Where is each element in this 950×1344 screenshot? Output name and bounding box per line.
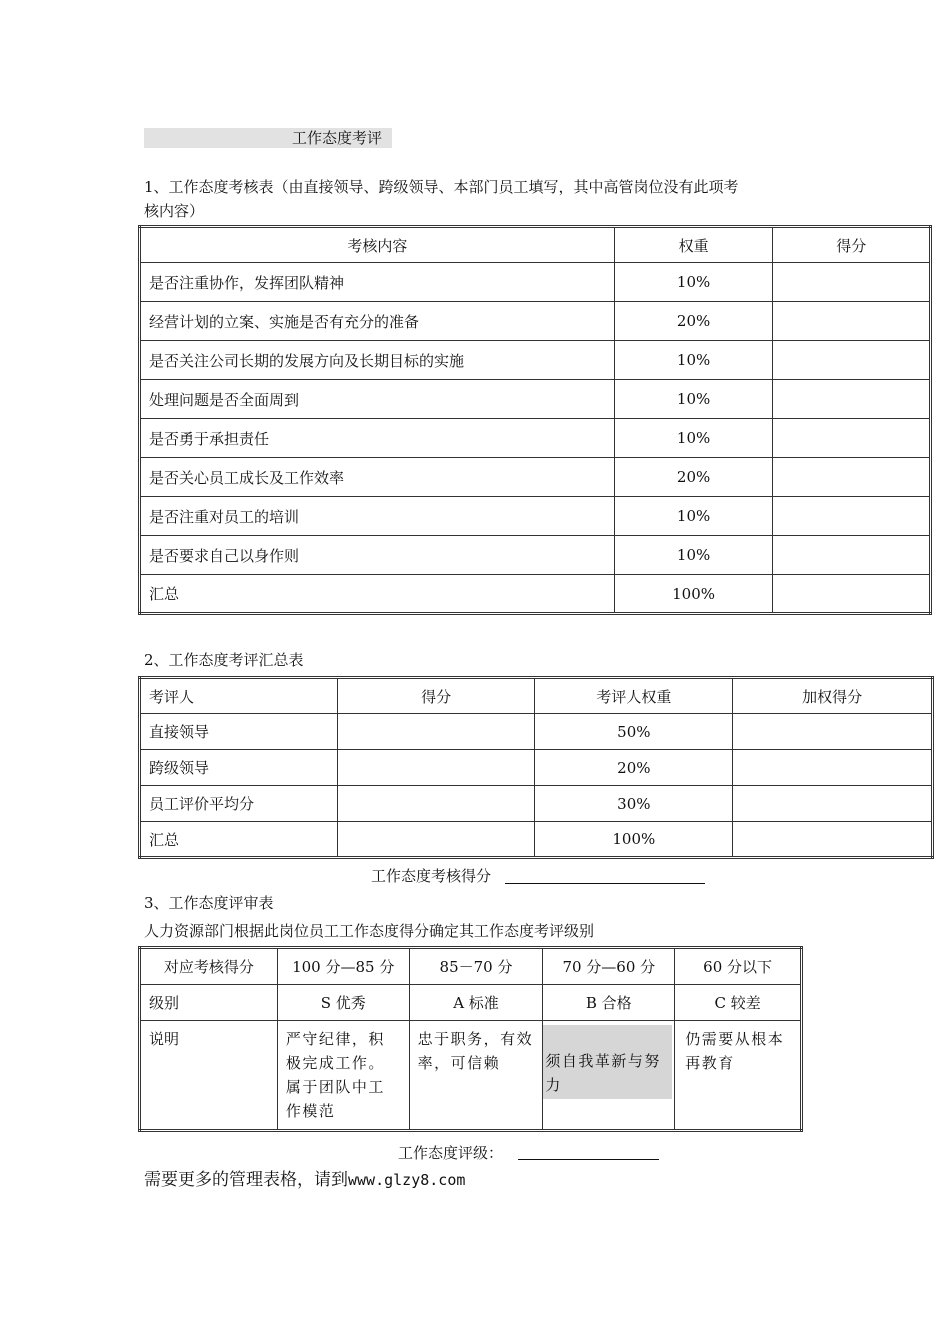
rater-weight: 30% xyxy=(535,786,733,822)
page-title: 工作态度考评 xyxy=(292,129,383,147)
description-b: 须自我革新与努力 xyxy=(543,1025,672,1099)
attitude-rating-blank[interactable] xyxy=(518,1159,659,1160)
score-cell[interactable] xyxy=(773,302,931,341)
table-header-row xyxy=(140,678,933,714)
score-cell[interactable] xyxy=(773,536,931,575)
header-content: 考核内容 xyxy=(140,227,615,263)
rater-weight: 100% xyxy=(535,822,733,858)
range-b: 70 分—60 分 xyxy=(543,948,675,985)
score-cell[interactable] xyxy=(337,714,535,750)
description-s: 严守纪律，积极完成工作。属于团队中工作模范 xyxy=(277,1021,409,1131)
score-cell[interactable] xyxy=(773,419,931,458)
row-item: 是否要求自己以身作则 xyxy=(140,536,615,575)
table-row xyxy=(140,380,931,419)
row-weight: 20% xyxy=(614,302,773,341)
row-item: 经营计划的立案、实施是否有充分的准备 xyxy=(140,302,615,341)
rater-name: 汇总 xyxy=(140,822,338,858)
level-s: S 优秀 xyxy=(277,985,409,1021)
level-c: C 较差 xyxy=(675,985,802,1021)
score-cell[interactable] xyxy=(337,786,535,822)
weighted-score-cell[interactable] xyxy=(733,822,933,858)
footer-prefix: 需要更多的管理表格，请到 xyxy=(144,1170,348,1190)
description-c: 仍需要从根本再教育 xyxy=(675,1021,802,1131)
description-row xyxy=(140,1021,802,1131)
row-weight: 10% xyxy=(614,536,773,575)
attitude-score-blank[interactable] xyxy=(505,883,705,884)
score-cell[interactable] xyxy=(773,341,931,380)
table-row xyxy=(140,497,931,536)
table-row xyxy=(140,419,931,458)
score-cell[interactable] xyxy=(773,263,931,302)
score-cell[interactable] xyxy=(773,380,931,419)
score-cell[interactable] xyxy=(773,458,931,497)
weighted-score-cell[interactable] xyxy=(733,786,933,822)
table-row xyxy=(140,714,933,750)
section3-heading: 3、工作态度评审表 xyxy=(144,894,274,912)
section3-intro: 人力资源部门根据此岗位员工工作态度得分确定其工作态度考评级别 xyxy=(144,922,595,940)
level-b: B 合格 xyxy=(543,985,675,1021)
row-weight: 20% xyxy=(614,458,773,497)
section2-heading: 2、工作态度考评汇总表 xyxy=(144,651,304,669)
score-cell[interactable] xyxy=(337,750,535,786)
score-cell[interactable] xyxy=(337,822,535,858)
table-row xyxy=(140,458,931,497)
section1-heading-line2: 核内容） xyxy=(144,202,205,220)
table-total-row xyxy=(140,575,931,614)
row-weight: 100% xyxy=(614,575,773,614)
rater-name: 员工评价平均分 xyxy=(140,786,338,822)
table-row xyxy=(140,750,933,786)
rater-weight: 20% xyxy=(535,750,733,786)
row-weight: 10% xyxy=(614,380,773,419)
row-weight: 10% xyxy=(614,497,773,536)
row-item: 处理问题是否全面周到 xyxy=(140,380,615,419)
rater-name: 跨级领导 xyxy=(140,750,338,786)
score-range-row xyxy=(140,948,802,985)
header-rater: 考评人 xyxy=(140,678,338,714)
table-row xyxy=(140,341,931,380)
table-row xyxy=(140,302,931,341)
row-item: 是否关注公司长期的发展方向及长期目标的实施 xyxy=(140,341,615,380)
header-score: 得分 xyxy=(773,227,931,263)
row-item: 是否勇于承担责任 xyxy=(140,419,615,458)
range-s: 100 分—85 分 xyxy=(277,948,409,985)
score-cell[interactable] xyxy=(773,575,931,614)
range-a: 85－70 分 xyxy=(409,948,543,985)
table-row xyxy=(140,263,931,302)
row-item: 是否注重对员工的培训 xyxy=(140,497,615,536)
table-header-row xyxy=(140,227,931,263)
row-item: 是否关心员工成长及工作效率 xyxy=(140,458,615,497)
row-weight: 10% xyxy=(614,419,773,458)
score-cell[interactable] xyxy=(773,497,931,536)
row-weight: 10% xyxy=(614,341,773,380)
description-a: 忠于职务，有效率，可信赖 xyxy=(409,1021,543,1131)
description-label: 说明 xyxy=(140,1021,278,1131)
attitude-rating-label: 工作态度评级： xyxy=(398,1144,504,1162)
description-b-cell xyxy=(543,1021,675,1131)
section1-heading-line1: 1、工作态度考核表（由直接领导、跨级领导、本部门员工填写，其中高管岗位没有此项考 xyxy=(144,178,739,196)
attitude-review-table xyxy=(138,946,803,1132)
level-row xyxy=(140,985,802,1021)
header-score: 得分 xyxy=(337,678,535,714)
row-item: 是否注重协作，发挥团队精神 xyxy=(140,263,615,302)
level-label: 级别 xyxy=(140,985,278,1021)
attitude-score-label: 工作态度考核得分 xyxy=(371,867,492,885)
footer-link[interactable]: www.glzy8.com xyxy=(348,1171,466,1189)
attitude-summary-table xyxy=(138,676,934,859)
rater-name: 直接领导 xyxy=(140,714,338,750)
header-weighted-score: 加权得分 xyxy=(733,678,933,714)
range-c: 60 分以下 xyxy=(675,948,802,985)
score-range-label: 对应考核得分 xyxy=(140,948,278,985)
weighted-score-cell[interactable] xyxy=(733,714,933,750)
table-row xyxy=(140,786,933,822)
footer-note xyxy=(144,1168,465,1192)
level-a: A 标准 xyxy=(409,985,543,1021)
row-weight: 10% xyxy=(614,263,773,302)
table-total-row xyxy=(140,822,933,858)
table-row xyxy=(140,536,931,575)
header-weight: 权重 xyxy=(614,227,773,263)
rater-weight: 50% xyxy=(535,714,733,750)
header-rater-weight: 考评人权重 xyxy=(535,678,733,714)
attitude-assessment-table xyxy=(138,225,932,615)
row-item: 汇总 xyxy=(140,575,615,614)
weighted-score-cell[interactable] xyxy=(733,750,933,786)
